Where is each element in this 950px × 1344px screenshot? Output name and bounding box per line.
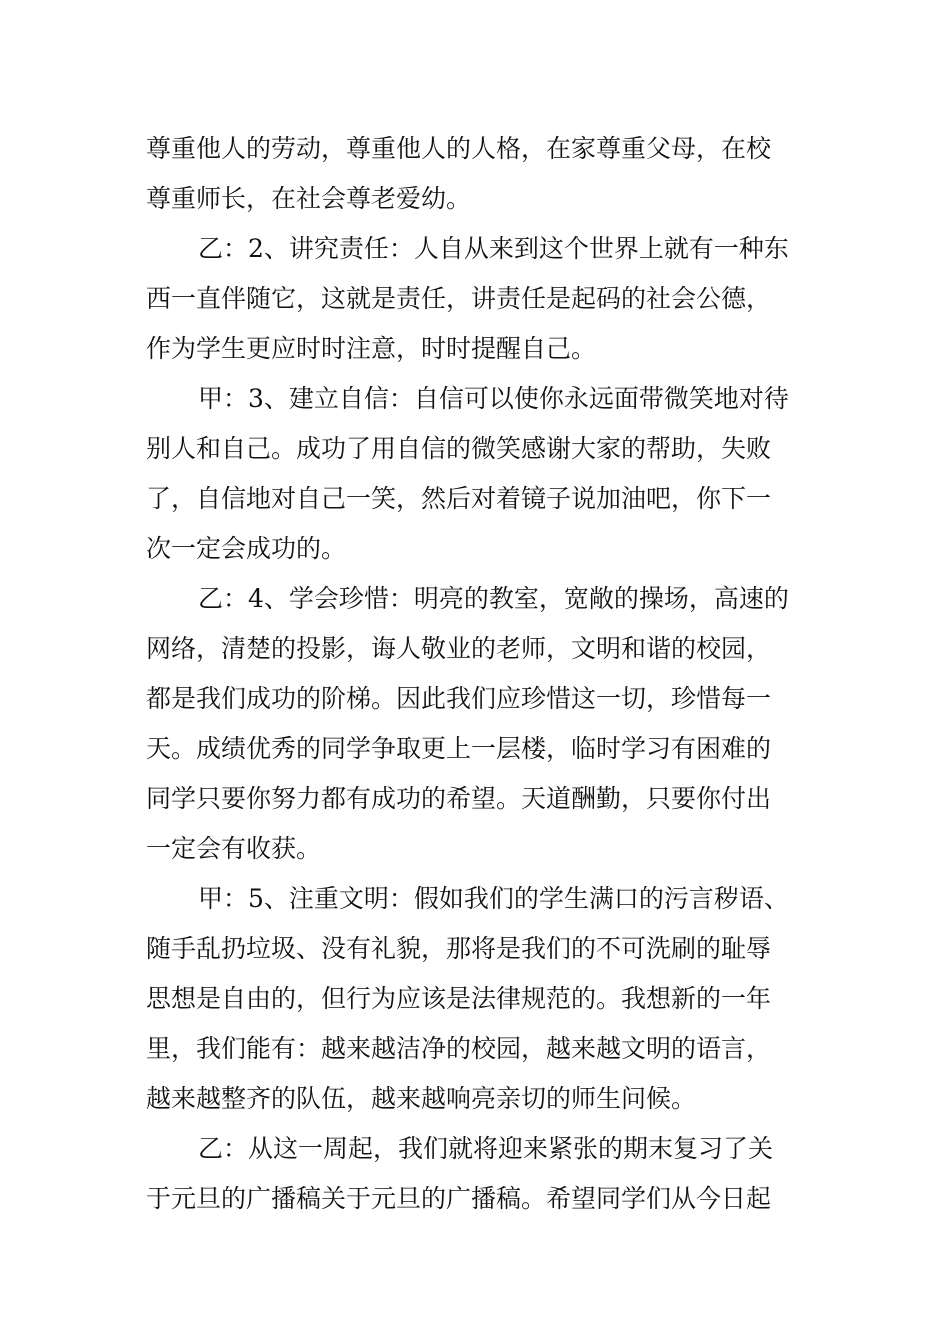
body-line: 别人和自己。成功了用自信的微笑感谢大家的帮助，失败 [146, 434, 772, 463]
paragraph-start-line: 乙：4、学会珍惜：明亮的教室，宽敞的操场，高速的 [198, 584, 789, 613]
body-line: 里，我们能有：越来越洁净的校园，越来越文明的语言， [146, 1034, 772, 1063]
body-line: 尊重他人的劳动，尊重他人的人格，在家尊重父母，在校 [146, 134, 772, 163]
body-line: 一定会有收获。 [146, 834, 322, 863]
body-line: 思想是自由的，但行为应该是法律规范的。我想新的一年 [146, 984, 772, 1013]
body-line: 同学只要你努力都有成功的希望。天道酬勤，只要你付出 [146, 784, 772, 813]
body-line: 尊重师长，在社会尊老爱幼。 [146, 184, 472, 213]
body-line: 了，自信地对自己一笑，然后对着镜子说加油吧，你下一 [146, 484, 772, 513]
body-line: 天。成绩优秀的同学争取更上一层楼，临时学习有困难的 [146, 734, 772, 763]
body-line: 随手乱扔垃圾、没有礼貌，那将是我们的不可洗刷的耻辱 [146, 934, 772, 963]
body-line: 网络，清楚的投影，诲人敬业的老师，文明和谐的校园， [146, 634, 772, 663]
body-line: 西一直伴随它，这就是责任，讲责任是起码的社会公德， [146, 284, 772, 313]
paragraph-start-line: 乙：2、讲究责任：人自从来到这个世界上就有一种东 [198, 234, 789, 263]
paragraph-start-line: 甲：5、注重文明：假如我们的学生满口的污言秽语、 [198, 884, 789, 913]
body-line: 都是我们成功的阶梯。因此我们应珍惜这一切，珍惜每一 [146, 684, 772, 713]
paragraph-start-line: 乙：从这一周起，我们就将迎来紧张的期末复习了关 [198, 1134, 774, 1163]
body-line: 次一定会成功的。 [146, 534, 347, 563]
body-line: 于元旦的广播稿关于元旦的广播稿。希望同学们从今日起 [146, 1184, 772, 1213]
document-body [146, 124, 810, 1224]
body-line: 作为学生更应时时注意，时时提醒自己。 [146, 334, 597, 363]
body-line: 越来越整齐的队伍，越来越响亮亲切的师生问候。 [146, 1084, 697, 1113]
paragraph-start-line: 甲：3、建立自信：自信可以使你永远面带微笑地对待 [198, 384, 789, 413]
